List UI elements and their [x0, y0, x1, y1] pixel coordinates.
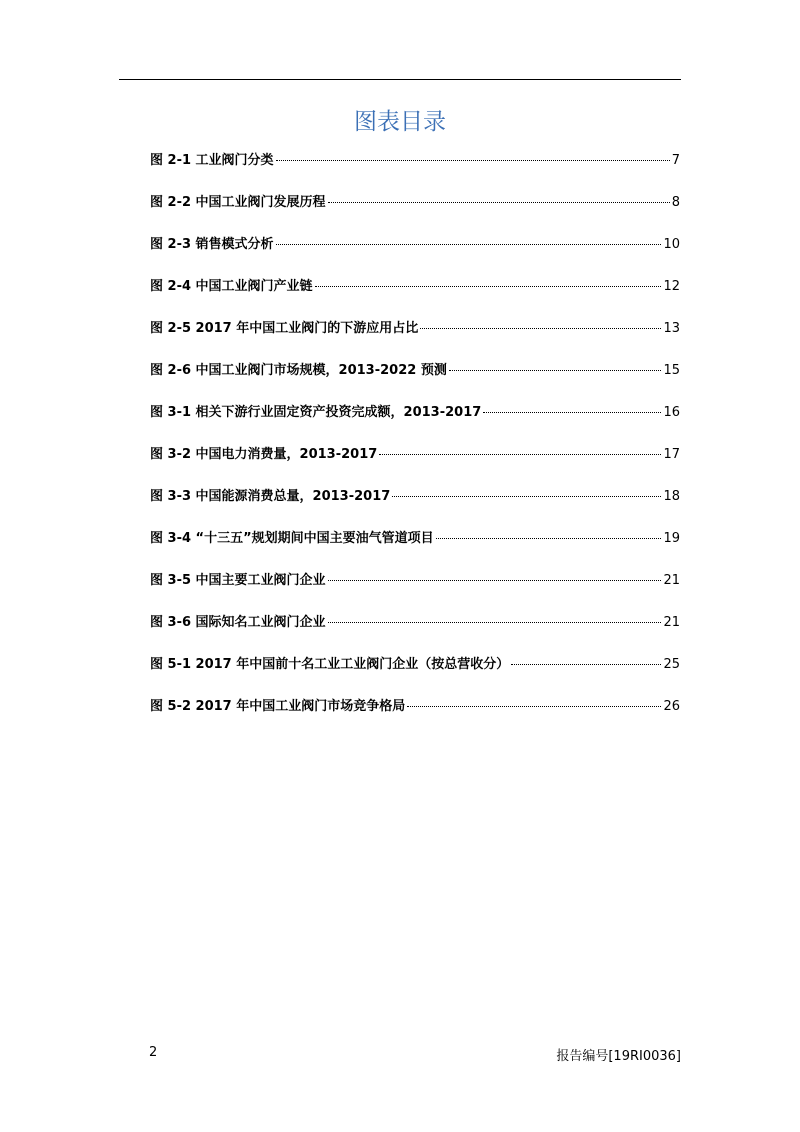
toc-entry[interactable]: [150, 484, 680, 526]
header-rule: [119, 79, 681, 80]
toc-leader-dots: [276, 244, 662, 245]
toc-entry-page: 18: [663, 489, 680, 504]
toc-leader-dots: [379, 454, 661, 455]
toc-leader-dots: [483, 412, 661, 413]
toc-entry[interactable]: [150, 400, 680, 442]
toc-entry-label: 图 3-6 国际知名工业阀门企业: [150, 615, 326, 630]
toc-entry-label: 图 2-5 2017 年中国工业阀门的下游应用占比: [150, 321, 419, 336]
toc-entry-label: 图 2-3 销售模式分析: [150, 237, 274, 252]
toc-entry-label: 图 5-1 2017 年中国前十名工业工业阀门企业（按总营收分）: [150, 657, 510, 672]
toc-entry-page: 10: [663, 237, 680, 252]
toc-entry-page: 15: [663, 363, 680, 378]
toc-entry-page: 8: [671, 195, 680, 210]
toc-leader-dots: [276, 160, 670, 161]
toc-entry-label: 图 2-1 工业阀门分类: [150, 153, 274, 168]
toc-leader-dots: [328, 580, 662, 581]
toc-entry-label: 图 3-3 中国能源消费总量，2013-2017: [150, 489, 391, 504]
toc-leader-dots: [315, 286, 662, 287]
toc-entry-page: 21: [663, 615, 680, 630]
table-of-figures: [150, 148, 680, 736]
toc-entry-page: 25: [663, 657, 680, 672]
toc-entry[interactable]: [150, 526, 680, 568]
toc-entry[interactable]: [150, 148, 680, 190]
toc-leader-dots: [449, 370, 662, 371]
footer-page-number: 2: [149, 1045, 158, 1060]
toc-leader-dots: [420, 328, 661, 329]
toc-entry[interactable]: [150, 358, 680, 400]
toc-leader-dots: [328, 202, 670, 203]
toc-entry[interactable]: [150, 568, 680, 610]
toc-entry-page: 13: [663, 321, 680, 336]
toc-leader-dots: [392, 496, 661, 497]
toc-entry[interactable]: [150, 442, 680, 484]
toc-entry-label: 图 3-1 相关下游行业固定资产投资完成额，2013-2017: [150, 405, 482, 420]
toc-entry-page: 7: [671, 153, 680, 168]
toc-leader-dots: [407, 706, 661, 707]
toc-entry-label: 图 3-4 “十三五”规划期间中国主要油气管道项目: [150, 531, 434, 546]
toc-entry-label: 图 5-2 2017 年中国工业阀门市场竞争格局: [150, 699, 406, 714]
toc-entry[interactable]: [150, 232, 680, 274]
toc-leader-dots: [436, 538, 662, 539]
toc-entry-label: 图 2-6 中国工业阀门市场规模，2013-2022 预测: [150, 363, 447, 378]
toc-entry[interactable]: [150, 610, 680, 652]
footer-report-id: 报告编号[19RI0036]: [556, 1049, 681, 1064]
toc-entry-label: 图 2-4 中国工业阀门产业链: [150, 279, 313, 294]
toc-entry[interactable]: [150, 652, 680, 694]
toc-entry-label: 图 3-2 中国电力消费量，2013-2017: [150, 447, 378, 462]
toc-leader-dots: [328, 622, 662, 623]
page-title: 图表目录: [354, 109, 446, 135]
toc-leader-dots: [511, 664, 661, 665]
toc-entry[interactable]: [150, 694, 680, 736]
toc-entry[interactable]: [150, 316, 680, 358]
toc-entry[interactable]: [150, 274, 680, 316]
toc-entry-page: 16: [663, 405, 680, 420]
toc-entry-label: 图 2-2 中国工业阀门发展历程: [150, 195, 326, 210]
toc-entry-page: 19: [663, 531, 680, 546]
toc-entry-page: 17: [663, 447, 680, 462]
toc-entry-label: 图 3-5 中国主要工业阀门企业: [150, 573, 326, 588]
toc-entry-page: 21: [663, 573, 680, 588]
toc-entry-page: 12: [663, 279, 680, 294]
toc-entry-page: 26: [663, 699, 680, 714]
toc-entry[interactable]: [150, 190, 680, 232]
